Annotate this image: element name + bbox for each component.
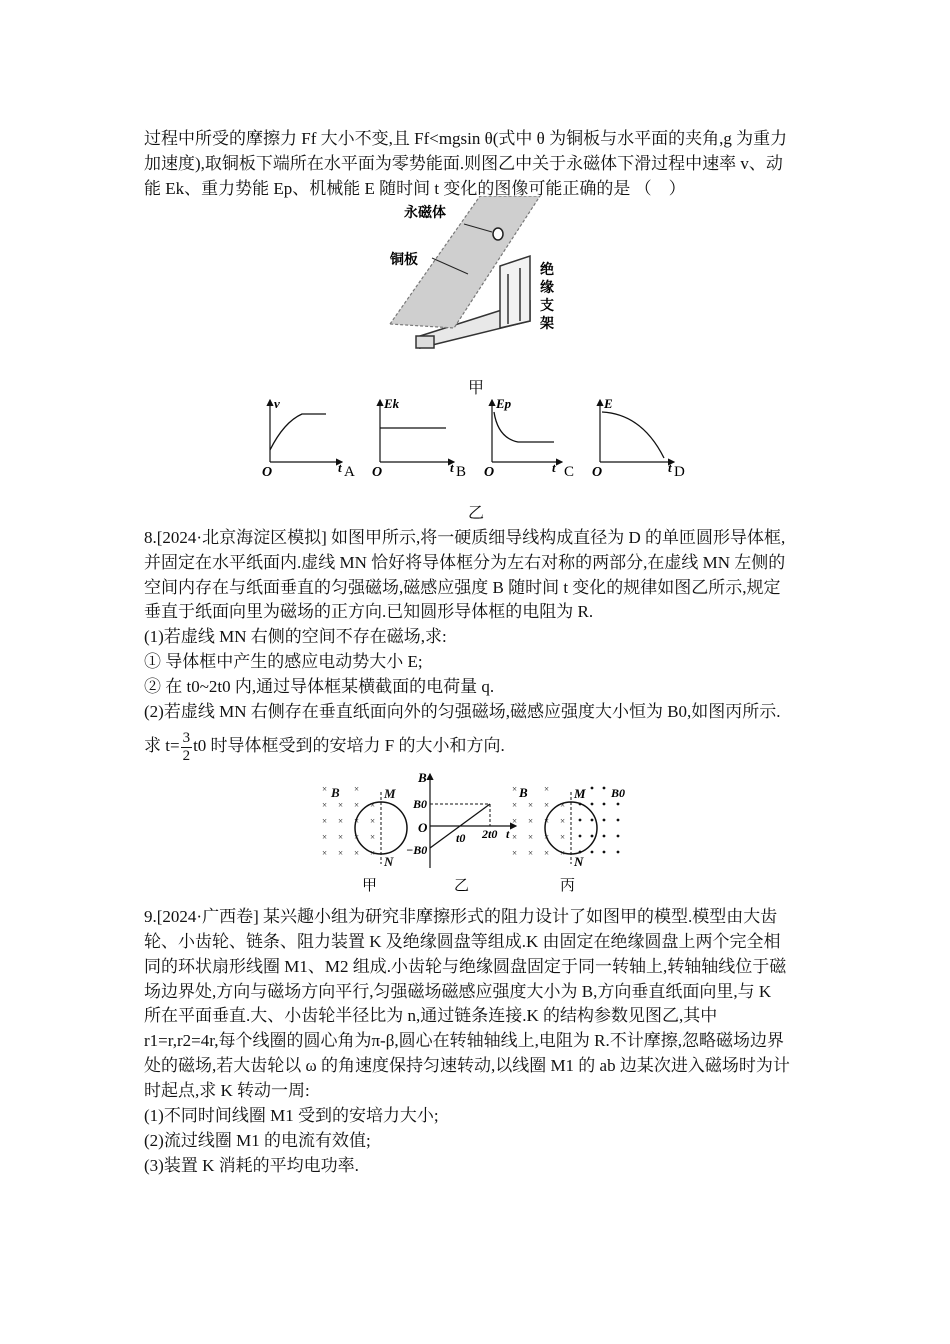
svg-text:×: ×: [322, 816, 328, 826]
graph-b-origin: O: [372, 465, 383, 480]
q8-line-2: 并固定在水平纸面内.虚线 MN 恰好将导体框分为左右对称的两部分,在虚线 MN 左侧的: [144, 553, 786, 572]
q8-line-1: 8.[2024·北京海淀区模拟] 如图甲所示,将一硬质细导线构成直径为 D 的单匝圆形导体框,: [144, 528, 786, 547]
q7-line-2: 加速度),取铜板下端所在水平面为零势能面.则图乙中关于永磁体下滑过程中速率 v、动: [144, 154, 783, 173]
graph-a-option: A: [344, 464, 355, 480]
graph-a-ylabel: v: [274, 396, 280, 411]
svg-text:×: ×: [512, 848, 518, 858]
svg-text:×: ×: [512, 832, 518, 842]
svg-text:×: ×: [544, 848, 550, 858]
svg-text:×: ×: [354, 816, 360, 826]
svg-text:×: ×: [338, 848, 344, 858]
svg-text:×: ×: [560, 800, 566, 810]
q9-line-5: 所在平面垂直.大、小齿轮半径比为 n,通过链条连接.K 的结构参数见图乙,其中: [144, 1006, 718, 1025]
svg-text:×: ×: [370, 816, 376, 826]
fig-yi-B0: B0: [413, 797, 428, 811]
label-plate: 铜板: [390, 253, 418, 268]
q9-line-6: r1=r,r2=4r,每个线圈的圆心角为π-β,圆心在转轴轴线上,电阻为 R.不计摩擦,忽略磁场边界: [144, 1031, 784, 1050]
svg-text:×: ×: [338, 800, 344, 810]
fig-jia-B: B: [331, 785, 340, 800]
svg-text:×: ×: [528, 800, 534, 810]
svg-text:×: ×: [544, 784, 550, 794]
q8-line-4: 垂直于纸面向里为磁场的正方向.已知圆形导体框的电阻为 R.: [144, 602, 594, 621]
svg-text:×: ×: [370, 832, 376, 842]
graph-c-xlabel: t: [552, 460, 556, 475]
graph-d: [592, 396, 685, 480]
graph-a-origin: O: [262, 465, 273, 480]
q8-line-8: (2)若虚线 MN 右侧存在垂直纸面向外的匀强磁场,磁感应强度大小恒为 B0,如图丙所示.: [144, 702, 781, 721]
svg-text:×: ×: [560, 816, 566, 826]
graph-c-option: C: [564, 464, 575, 480]
svg-text:×: ×: [528, 832, 534, 842]
graph-b-xlabel: t: [450, 460, 454, 475]
svg-text:×: ×: [544, 800, 550, 810]
q8-line-5: (1)若虚线 MN 右侧的空间不存在磁场,求:: [144, 627, 447, 646]
graph-d-origin: O: [592, 465, 603, 480]
fig-yi-t0: t0: [456, 831, 466, 845]
label-support-3: 支: [540, 299, 554, 314]
graph-d-ylabel: E: [604, 396, 613, 411]
svg-text:×: ×: [544, 832, 550, 842]
fig-jia-M: M: [384, 786, 396, 801]
fig-jia: [322, 784, 407, 869]
label-support-2: 缘: [540, 281, 554, 296]
fraction-three-halves: [181, 730, 193, 765]
q9-line-8: 时起点,求 K 转动一周:: [144, 1081, 310, 1100]
fig-yi-2t0: 2t0: [482, 827, 498, 841]
fig-jia-N: N: [384, 854, 394, 869]
fig-bing-M: M: [574, 786, 586, 801]
q7-figure-jia: [380, 196, 580, 356]
svg-text:×: ×: [528, 848, 534, 858]
svg-text:×: ×: [322, 848, 328, 858]
graph-c-ylabel: Ep: [496, 396, 512, 411]
q9-line-4: 场边界处,方向与磁场方向平行,匀强磁场磁感应强度大小为 B,方向垂直纸面向里,与 K: [144, 982, 772, 1001]
fig-yi-O: O: [418, 820, 428, 835]
svg-text:×: ×: [354, 800, 360, 810]
label-support-4: 架: [540, 317, 554, 332]
fig-bing: [512, 784, 625, 869]
frac-num: 3: [182, 729, 191, 746]
svg-text:×: ×: [560, 832, 566, 842]
q9-line-3: 同的环状扇形线圈 M1、M2 组成.小齿轮与绝缘圆盘固定于同一转轴上,转轴轴线位于磁: [144, 957, 787, 976]
q7-line-1: 过程中所受的摩擦力 Ff 大小不变,且 Ff<mgsin θ(式中 θ 为铜板与水平面的夹角,g 为重力: [144, 129, 788, 148]
frac-den: 2: [182, 747, 191, 764]
graph-c: [484, 396, 574, 480]
svg-text:×: ×: [544, 816, 550, 826]
graph-b-option: B: [456, 464, 467, 480]
fig-yi: [406, 770, 516, 868]
q7-line-3: 能 Ek、重力势能 Ep、机械能 E 随时间 t 变化的图像可能正确的是 （ ）: [144, 179, 686, 198]
graph-c-origin: O: [484, 465, 495, 480]
svg-text:×: ×: [370, 848, 376, 858]
q8-figures: [318, 770, 638, 896]
fig-bing-B-left: B: [519, 785, 528, 800]
svg-text:×: ×: [354, 784, 360, 794]
fig-yi-B: B: [418, 770, 427, 785]
fig-bing-B0: B0: [611, 786, 626, 800]
fig-yi-negB0: −B0: [406, 843, 428, 857]
q8-line-7: ② 在 t0~2t0 内,通过导体框某横截面的电荷量 q.: [144, 677, 495, 696]
svg-text:×: ×: [512, 784, 518, 794]
q8-line-9: [144, 726, 505, 766]
q7-caption-jia: 甲: [468, 378, 485, 397]
fig-caption-bing: 丙: [560, 878, 576, 894]
q8-line-6: ① 导体框中产生的感应电动势大小 E;: [144, 652, 423, 671]
q8-line-9-after: t0 时导体框受到的安培力 F 的大小和方向.: [193, 736, 505, 755]
graph-a-xlabel: t: [338, 460, 342, 475]
q9-line-7: 处的磁场,若大齿轮以 ω 的角速度保持匀速转动,以线圈 M1 的 ab 边某次进入磁场时为计: [144, 1056, 790, 1075]
svg-text:×: ×: [560, 848, 566, 858]
fig-caption-jia: 甲: [362, 878, 378, 894]
graph-d-xlabel: t: [668, 460, 672, 475]
q9-line-11: (3)装置 K 消耗的平均电功率.: [144, 1156, 359, 1175]
svg-text:×: ×: [322, 800, 328, 810]
q8-line-3: 空间内存在与纸面垂直的匀强磁场,磁感应强度 B 随时间 t 变化的规律如图乙所示,规定: [144, 578, 781, 597]
cross-grid-jia: [322, 784, 375, 858]
svg-text:×: ×: [512, 816, 518, 826]
svg-text:×: ×: [338, 832, 344, 842]
q9-line-9: (1)不同时间线圈 M1 受到的安培力大小;: [144, 1106, 439, 1125]
svg-text:×: ×: [338, 816, 344, 826]
fig-yi-t: t: [506, 827, 510, 841]
svg-text:×: ×: [322, 784, 328, 794]
svg-text:×: ×: [354, 832, 360, 842]
graph-d-option: D: [674, 464, 685, 480]
q9-line-2: 轮、小齿轮、链条、阻力装置 K 及绝缘圆盘等组成.K 由固定在绝缘圆盘上两个完全相: [144, 932, 781, 951]
graph-b: [372, 396, 466, 480]
graph-b-ylabel: Ek: [384, 396, 400, 411]
label-magnet: 永磁体: [404, 206, 446, 221]
svg-text:×: ×: [370, 800, 376, 810]
fig-caption-yi: 乙: [454, 878, 470, 894]
svg-text:×: ×: [512, 800, 518, 810]
q7-caption-yi: 乙: [468, 503, 485, 522]
magnet: [493, 228, 503, 240]
svg-text:×: ×: [354, 848, 360, 858]
fig-bing-N: N: [574, 854, 584, 869]
q9-line-10: (2)流过线圈 M1 的电流有效值;: [144, 1131, 371, 1150]
label-support-1: 绝: [540, 263, 554, 278]
q8-line-9-before: 求 t=: [144, 736, 180, 755]
q9-line-1: 9.[2024·广西卷] 某兴趣小组为研究非摩擦形式的阻力设计了如图甲的模型.模型由大齿: [144, 907, 778, 926]
q7-graphs: [258, 394, 698, 484]
svg-text:×: ×: [528, 816, 534, 826]
svg-text:×: ×: [322, 832, 328, 842]
graph-a: [262, 396, 355, 480]
